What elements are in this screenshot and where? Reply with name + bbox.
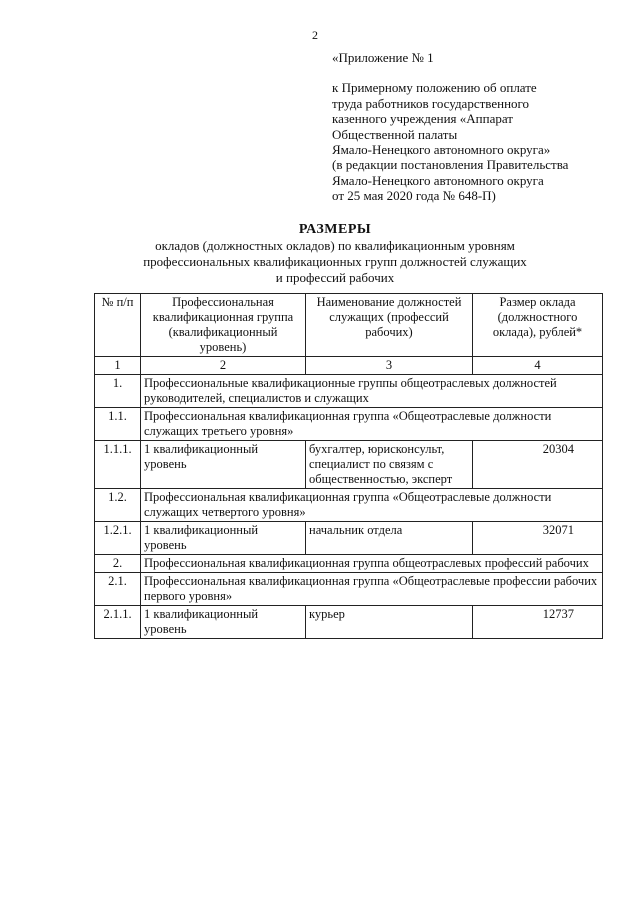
heading-subtitle-line: окладов (должностных окладов) по квалификационным уровням — [155, 238, 515, 253]
appendix-line: Общественной палаты — [332, 126, 458, 142]
col-number: 3 — [306, 357, 473, 375]
row-group-text: Профессиональная квалификационная группа «Общеотраслевые профессии рабочих первого уровня» — [141, 573, 603, 606]
row-number: 1.1.1. — [95, 441, 141, 489]
header-group: Профессиональная квалификационная группа (квалификационный уровень) — [141, 294, 306, 357]
row-positions: начальник отдела — [306, 522, 473, 555]
appendix-line: к Примерному положению об оплате — [332, 80, 537, 96]
row-level: 1 квалификационный уровень — [141, 441, 306, 489]
appendix-line: от 25 мая 2020 года № 648-П) — [332, 188, 496, 204]
heading-subtitle-line: профессиональных квалификационных групп должностей служащих — [143, 254, 527, 269]
row-level: 1 квалификационный уровень — [141, 522, 306, 555]
table-row — [95, 408, 603, 441]
row-number: 2.1.1. — [95, 606, 141, 639]
row-number: 1.2. — [95, 489, 141, 522]
appendix-line: Ямало-Ненецкого автономного округа» — [332, 142, 551, 158]
table-row — [95, 441, 603, 489]
row-number: 2. — [95, 555, 141, 573]
appendix-line: казенного учреждения «Аппарат — [332, 111, 513, 127]
row-number: 1.1. — [95, 408, 141, 441]
appendix-line: (в редакции постановления Правительства — [332, 157, 569, 173]
table-row — [95, 489, 603, 522]
col-number: 4 — [473, 357, 603, 375]
row-group-text: Профессиональная квалификационная группа «Общеотраслевые должности служащих третьего уровня» — [141, 408, 603, 441]
heading-title: РАЗМЕРЫ — [298, 222, 372, 237]
table-header-row — [95, 294, 603, 357]
row-level: 1 квалификационный уровень — [141, 606, 306, 639]
appendix-line: труда работников государственного — [332, 95, 530, 111]
table-colnum-row — [95, 357, 603, 375]
table-row — [95, 522, 603, 555]
row-positions: бухгалтер, юрисконсульт, специалист по связям с общественностью, эксперт — [306, 441, 473, 489]
page-number: 2 — [312, 28, 318, 42]
heading-subtitle-line: и профессий рабочих — [275, 270, 395, 285]
salary-table — [94, 293, 603, 639]
appendix-title: «Приложение № 1 — [332, 50, 434, 65]
row-group-text: Профессиональные квалификационные группы общеотраслевых должностей руководителей, специалистов и служащих — [141, 375, 603, 408]
appendix-line: Ямало-Ненецкого автономного округа — [332, 172, 544, 188]
appendix-block — [332, 50, 632, 204]
col-number: 2 — [141, 357, 306, 375]
header-num: № п/п — [95, 294, 141, 357]
table-row — [95, 375, 603, 408]
col-number: 1 — [95, 357, 141, 375]
table-row — [95, 555, 603, 573]
table-row — [95, 573, 603, 606]
row-group-text: Профессиональная квалификационная группа «Общеотраслевые должности служащих четвертого уровня» — [141, 489, 603, 522]
document-heading — [0, 222, 640, 286]
row-number: 1. — [95, 375, 141, 408]
row-number: 2.1. — [95, 573, 141, 606]
table-row — [95, 606, 603, 639]
row-group-text: Профессиональная квалификационная группа общеотраслевых профессий рабочих — [141, 555, 603, 573]
header-salary: Размер оклада (должностного оклада), рублей* — [473, 294, 603, 357]
header-positions: Наименование должностей служащих (профессий рабочих) — [306, 294, 473, 357]
row-number: 1.2.1. — [95, 522, 141, 555]
row-salary: 12737 — [473, 606, 603, 639]
row-salary: 32071 — [473, 522, 603, 555]
row-salary: 20304 — [473, 441, 603, 489]
row-positions: курьер — [306, 606, 473, 639]
